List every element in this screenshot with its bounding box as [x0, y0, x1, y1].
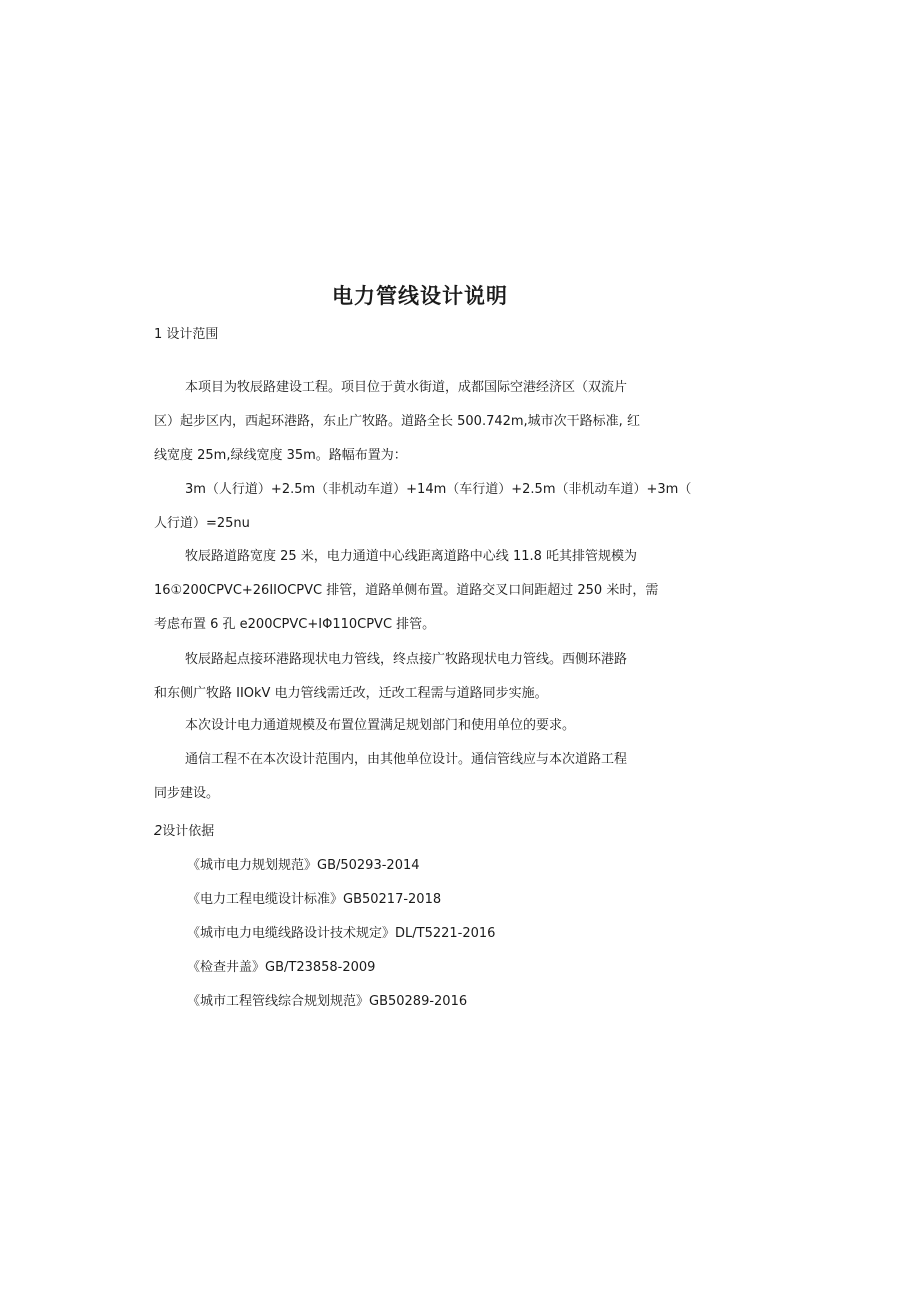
reference-item: 《城市电力电缆线路设计技术规定》DL/T5221-2016	[187, 926, 496, 941]
paragraph-line: 人行道）=25nu	[154, 516, 250, 531]
document-title: 电力管线设计说明	[332, 284, 508, 308]
section-2-number: 2	[154, 824, 163, 839]
paragraph-line: 区）起步区内，西起环港路，东止广牧路。道路全长 500.742m,城市次干路标准, 红	[154, 414, 640, 429]
paragraph-line: 本项目为牧辰路建设工程。项目位于黄水街道，成都国际空港经济区（双流片	[185, 380, 628, 395]
paragraph-line: 同步建设。	[154, 786, 220, 801]
section-2-title: 设计依据	[162, 824, 215, 839]
paragraph-conduit-scale	[154, 540, 686, 642]
paragraph-line: 线宽度 25m,绿线宽度 35m。路幅布置为：	[154, 448, 407, 463]
paragraph-line: 通信工程不在本次设计范围内，由其他单位设计。通信管线应与本次道路工程	[185, 752, 628, 767]
paragraph-line: 考虑布置 6 孔 e200CPVC+IΦ110CPVC 排管。	[154, 617, 436, 632]
section-2-heading	[154, 820, 214, 839]
reference-item: 《城市工程管线综合规划规范》GB50289-2016	[187, 994, 468, 1009]
paragraph-line: 牧辰路道路宽度 25 米，电力通道中心线距离道路中心线 11.8 吒其排管规模为	[185, 549, 638, 564]
paragraph-project-overview	[154, 371, 686, 473]
reference-item: 《城市电力规划规范》GB/50293-2014	[187, 858, 420, 873]
reference-item: 《电力工程电缆设计标准》GB50217-2018	[187, 892, 442, 907]
paragraph-road-layout	[154, 473, 692, 541]
reference-item: 《检查井盖》GB/T23858-2009	[187, 960, 376, 975]
paragraph-line: 3m（人行道）+2.5m（非机动车道）+14m（车行道）+2.5m（非机动车道）+3m（	[185, 482, 692, 497]
paragraph-line: 16①200CPVC+26IIOCPVC 排管，道路单侧布置。道路交叉口间距超过 250 米时，需	[154, 583, 659, 598]
paragraph-connections	[154, 643, 686, 711]
paragraph-communication	[154, 743, 686, 811]
paragraph-line: 和东侧广牧路 IIOkV 电力管线需迁改，迁改工程需与道路同步实施。	[154, 686, 548, 701]
paragraph-line: 牧辰路起点接环港路现状电力管线，终点接广牧路现状电力管线。西侧环港路	[185, 652, 628, 667]
paragraph-line: 本次设计电力通道规模及布置位置满足规划部门和使用单位的要求。	[185, 718, 576, 733]
section-1-heading: 1 设计范围	[154, 327, 219, 342]
paragraph-requirements	[154, 709, 686, 743]
